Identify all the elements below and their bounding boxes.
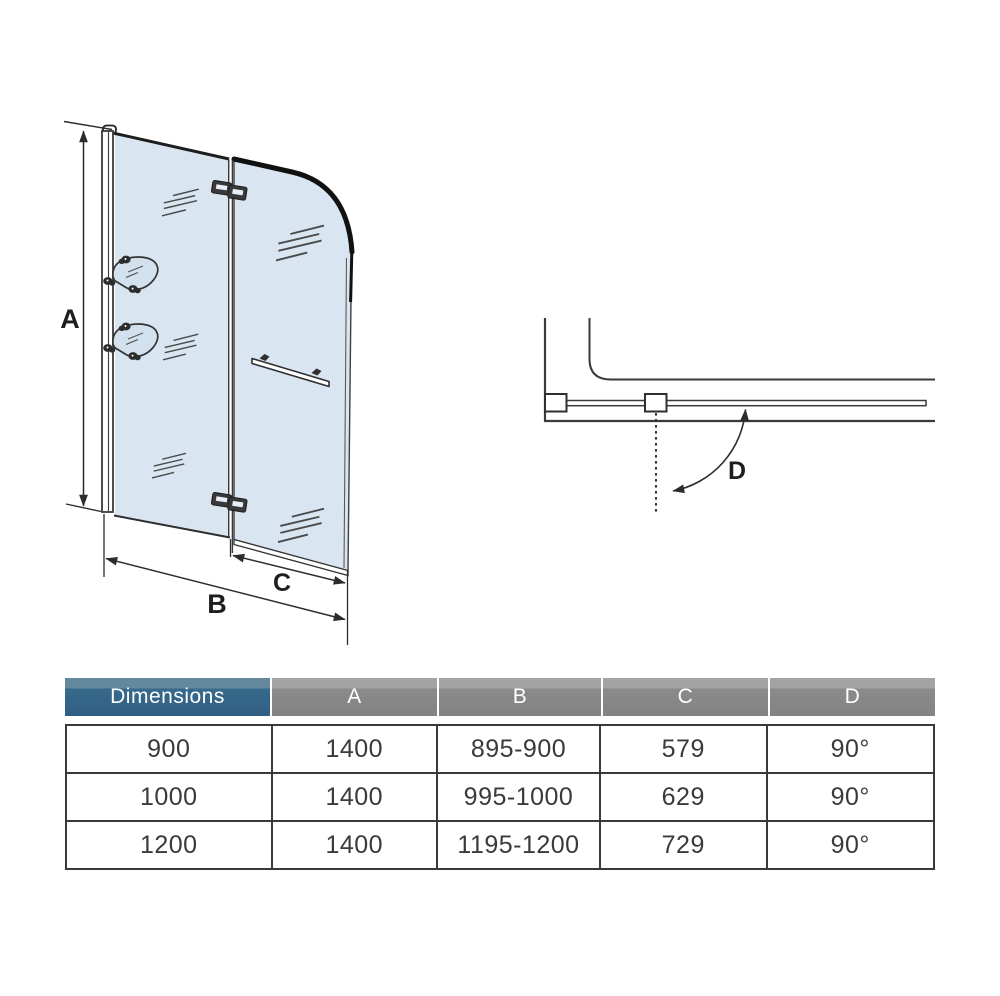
screen-line [547, 401, 926, 406]
header-cell-dimensions: Dimensions [65, 678, 270, 716]
table-row [67, 774, 933, 822]
cell-a: 1400 [273, 726, 439, 772]
dimensions-table-body [65, 724, 935, 870]
right-glass-panel [234, 160, 352, 571]
dimension-label-c: C [272, 569, 292, 597]
dimension-label-b: B [207, 589, 227, 619]
dimension-label-a: A [60, 304, 80, 334]
cell-size: 900 [67, 726, 273, 772]
cell-c: 729 [601, 822, 768, 868]
cell-b: 895-900 [438, 726, 601, 772]
cell-d: 90° [830, 830, 870, 859]
wall-profile [102, 131, 113, 512]
cell-d: 90° [830, 782, 870, 811]
cell-b: 995-1000 [438, 774, 601, 820]
top-view-drawing [545, 318, 935, 513]
dimensions-table-header [65, 678, 935, 716]
front-view-drawing [60, 122, 352, 646]
cell-a: 1400 [273, 774, 439, 820]
wall-inner-line [590, 318, 936, 380]
wall-bracket-square [545, 394, 567, 412]
cell-c: 579 [601, 726, 768, 772]
cell-d: 90° [830, 734, 870, 763]
header-cell-a: A [272, 678, 437, 716]
dimensions-table [65, 678, 935, 870]
header-cell-c: C [603, 678, 768, 716]
cell-b: 1195-1200 [438, 822, 601, 868]
table-row [67, 822, 933, 868]
pivot-square [645, 394, 667, 412]
right-panel-edge-fade [351, 252, 352, 302]
header-cell-d: D [770, 678, 935, 716]
cell-a: 1400 [273, 822, 439, 868]
table-row [67, 726, 933, 774]
cell-size: 1000 [67, 774, 273, 820]
dimension-label-d: D [727, 457, 747, 485]
header-cell-b: B [439, 678, 601, 716]
cell-size: 1200 [67, 822, 273, 868]
cell-c: 629 [601, 774, 768, 820]
